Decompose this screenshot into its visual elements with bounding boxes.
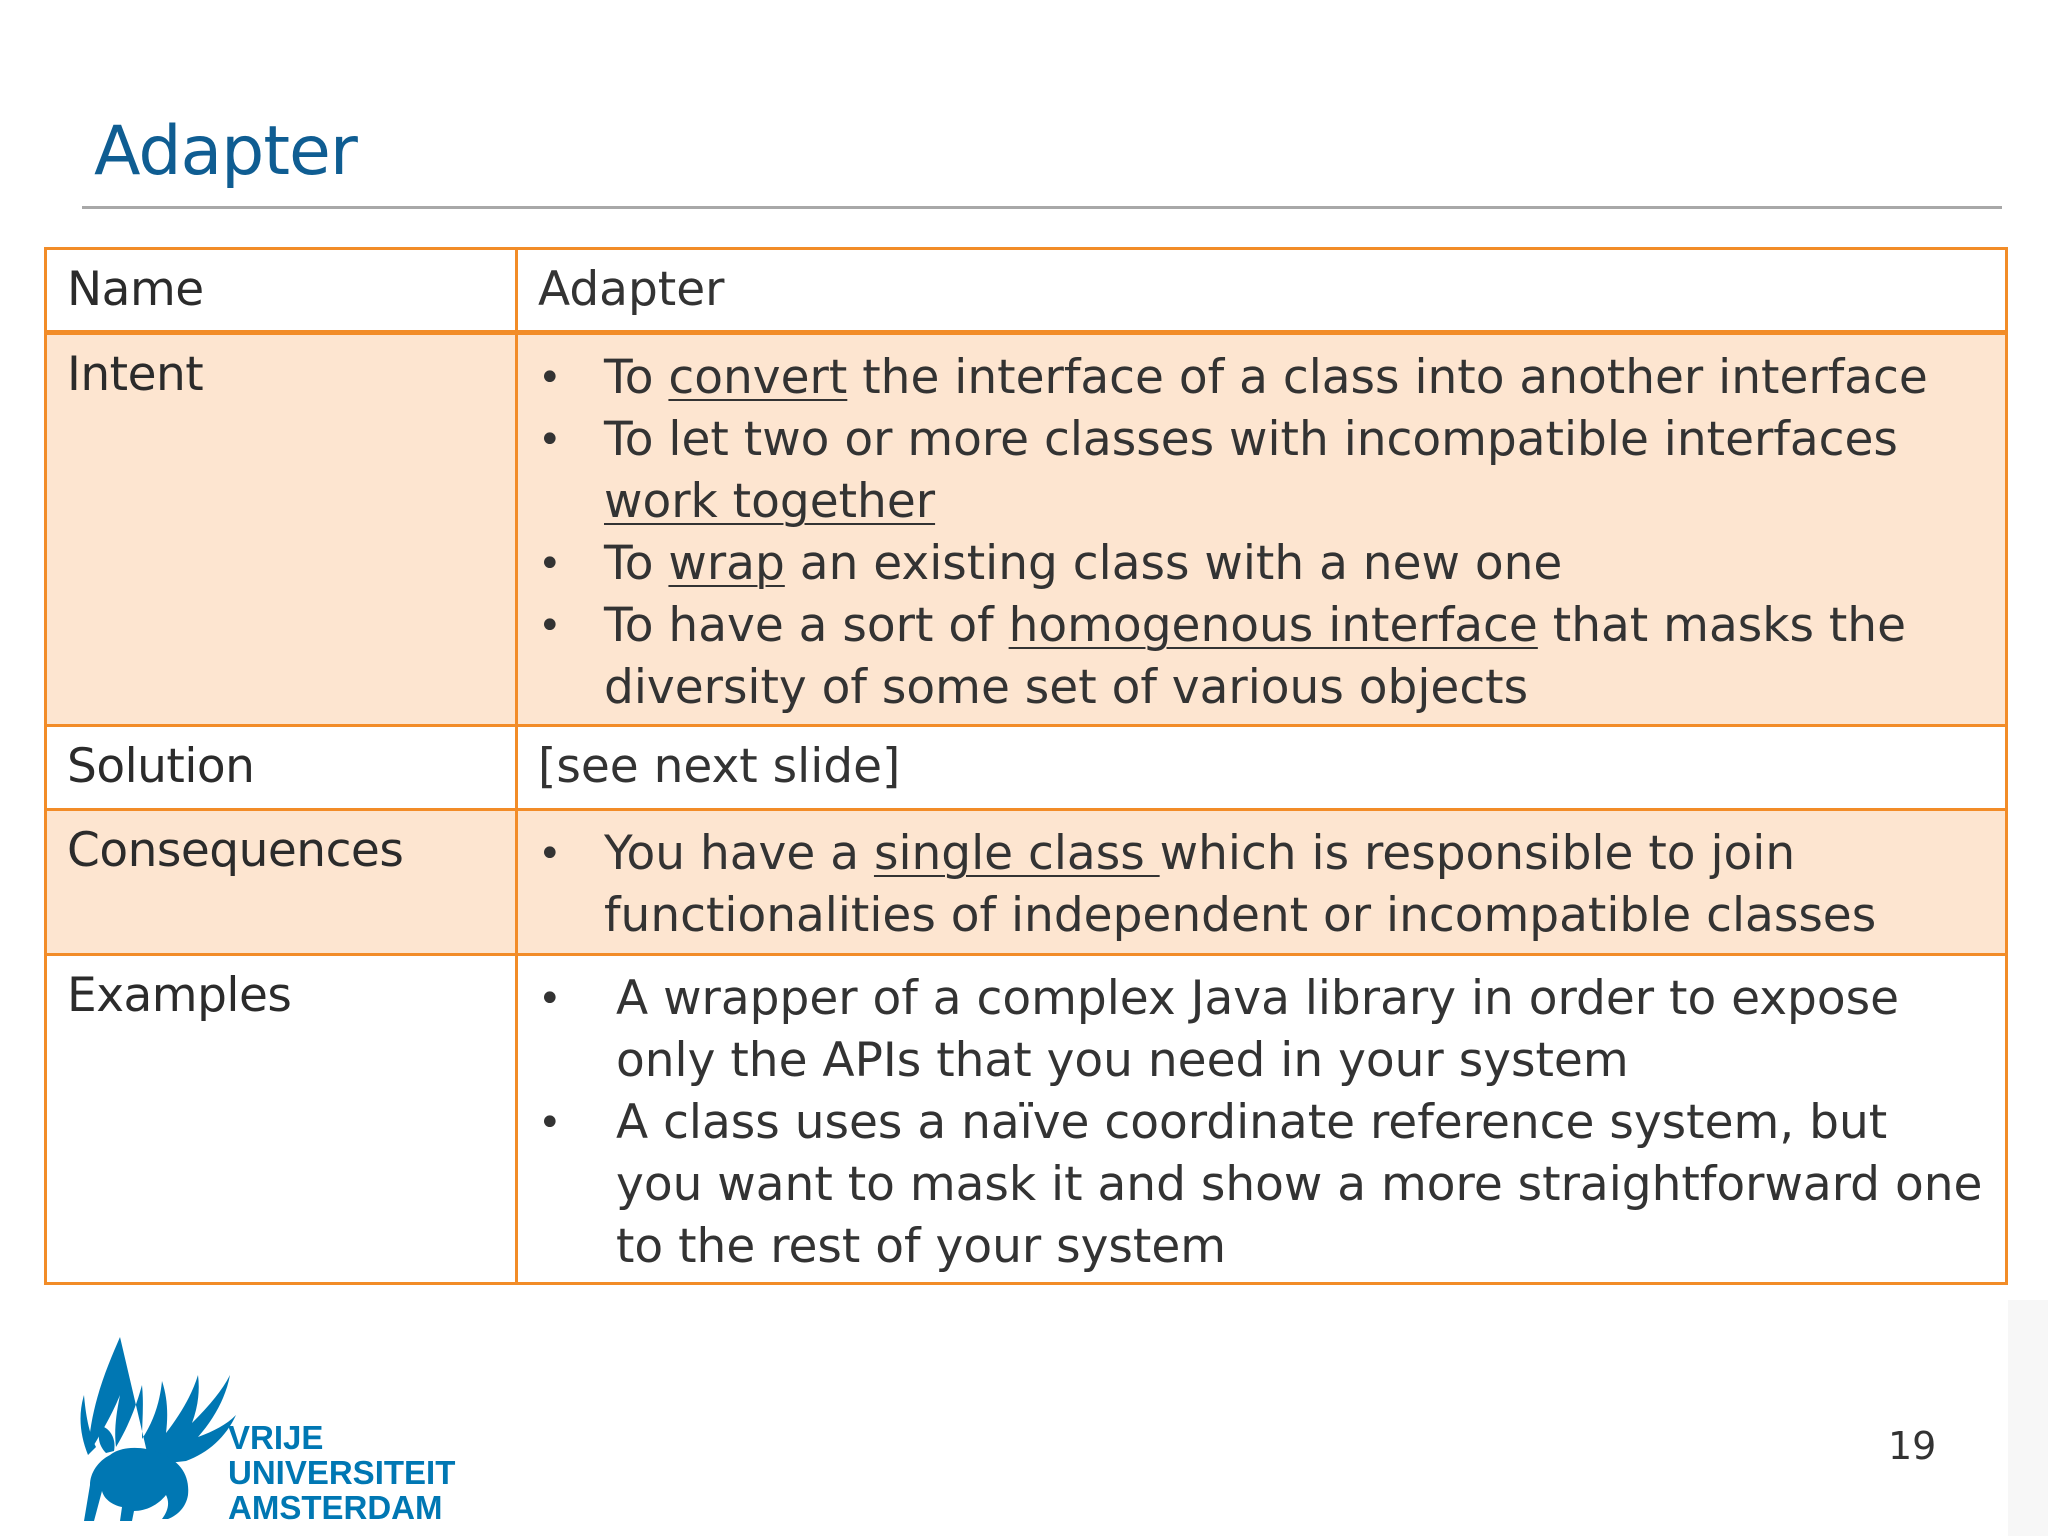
row-value-name: Adapter	[517, 249, 2007, 333]
examples-list	[538, 968, 1985, 1278]
list-item	[538, 533, 1985, 595]
logo-line-3: AMSTERDAM	[228, 1489, 443, 1526]
bullet-icon: •	[538, 417, 562, 463]
bullet-icon: •	[538, 1100, 562, 1146]
intent-text-after: that masks the diversity of some set of various objects	[604, 598, 1907, 715]
table-row-name	[46, 249, 2007, 333]
intent-text-after: the interface of a class into another interface	[847, 350, 1928, 405]
intent-list	[538, 347, 1985, 719]
intent-text-before: To	[604, 536, 669, 591]
row-label-solution: Solution	[46, 726, 517, 810]
intent-text-before: To have a sort of	[604, 598, 1009, 653]
example-text: A class uses a naïve coordinate reference system, but you want to mask it and show a more straightforward one to the rest of your system	[616, 1095, 1983, 1274]
consequences-list	[538, 823, 1985, 947]
row-value-examples	[517, 955, 2007, 1284]
intent-underlined: homogenous interface	[1008, 598, 1538, 653]
intent-text-after: an existing class with a new one	[784, 536, 1563, 591]
bullet-icon: •	[538, 831, 562, 877]
row-label-consequences: Consequences	[46, 810, 517, 955]
consequence-text-after: which is responsible to join functionalities of independent or incompatible classes	[604, 826, 1877, 943]
row-value-intent	[517, 333, 2007, 726]
list-item	[538, 1092, 1985, 1278]
list-item	[538, 823, 1985, 947]
slide-title: Adapter	[94, 112, 357, 191]
intent-underlined: wrap	[668, 536, 785, 591]
list-item	[538, 409, 1985, 533]
bullet-icon: •	[538, 541, 562, 587]
intent-underlined: work together	[604, 474, 936, 529]
bullet-icon: •	[538, 355, 562, 401]
logo-line-1: VRIJE	[228, 1419, 324, 1456]
table-row-intent	[46, 333, 2007, 726]
intent-text-before: To	[604, 350, 669, 405]
pattern-table	[44, 247, 2008, 1285]
bullet-icon: •	[538, 603, 562, 649]
table-row-examples	[46, 955, 2007, 1284]
consequence-text-before: You have a	[604, 826, 874, 881]
page-number: 19	[1888, 1424, 1937, 1468]
row-label-name: Name	[46, 249, 517, 333]
table-row-solution	[46, 726, 2007, 810]
table-row-consequences	[46, 810, 2007, 955]
row-label-intent: Intent	[46, 333, 517, 726]
intent-text-before: To let two or more classes with incompatible interfaces	[604, 412, 1898, 467]
consequence-underlined: single class	[873, 826, 1160, 881]
row-value-consequences	[517, 810, 2007, 955]
bullet-icon: •	[538, 976, 562, 1022]
list-item	[538, 968, 1985, 1092]
intent-underlined: convert	[668, 350, 848, 405]
logo-line-2: UNIVERSITEIT	[228, 1454, 456, 1491]
title-divider	[82, 206, 2002, 209]
row-value-solution: [see next slide]	[517, 726, 2007, 810]
university-logo-text	[228, 1420, 455, 1525]
list-item	[538, 347, 1985, 409]
list-item	[538, 595, 1985, 719]
example-text: A wrapper of a complex Java library in order to expose only the APIs that you need in your system	[616, 971, 1900, 1088]
row-label-examples: Examples	[46, 955, 517, 1284]
corner-shade	[2008, 1300, 2048, 1536]
